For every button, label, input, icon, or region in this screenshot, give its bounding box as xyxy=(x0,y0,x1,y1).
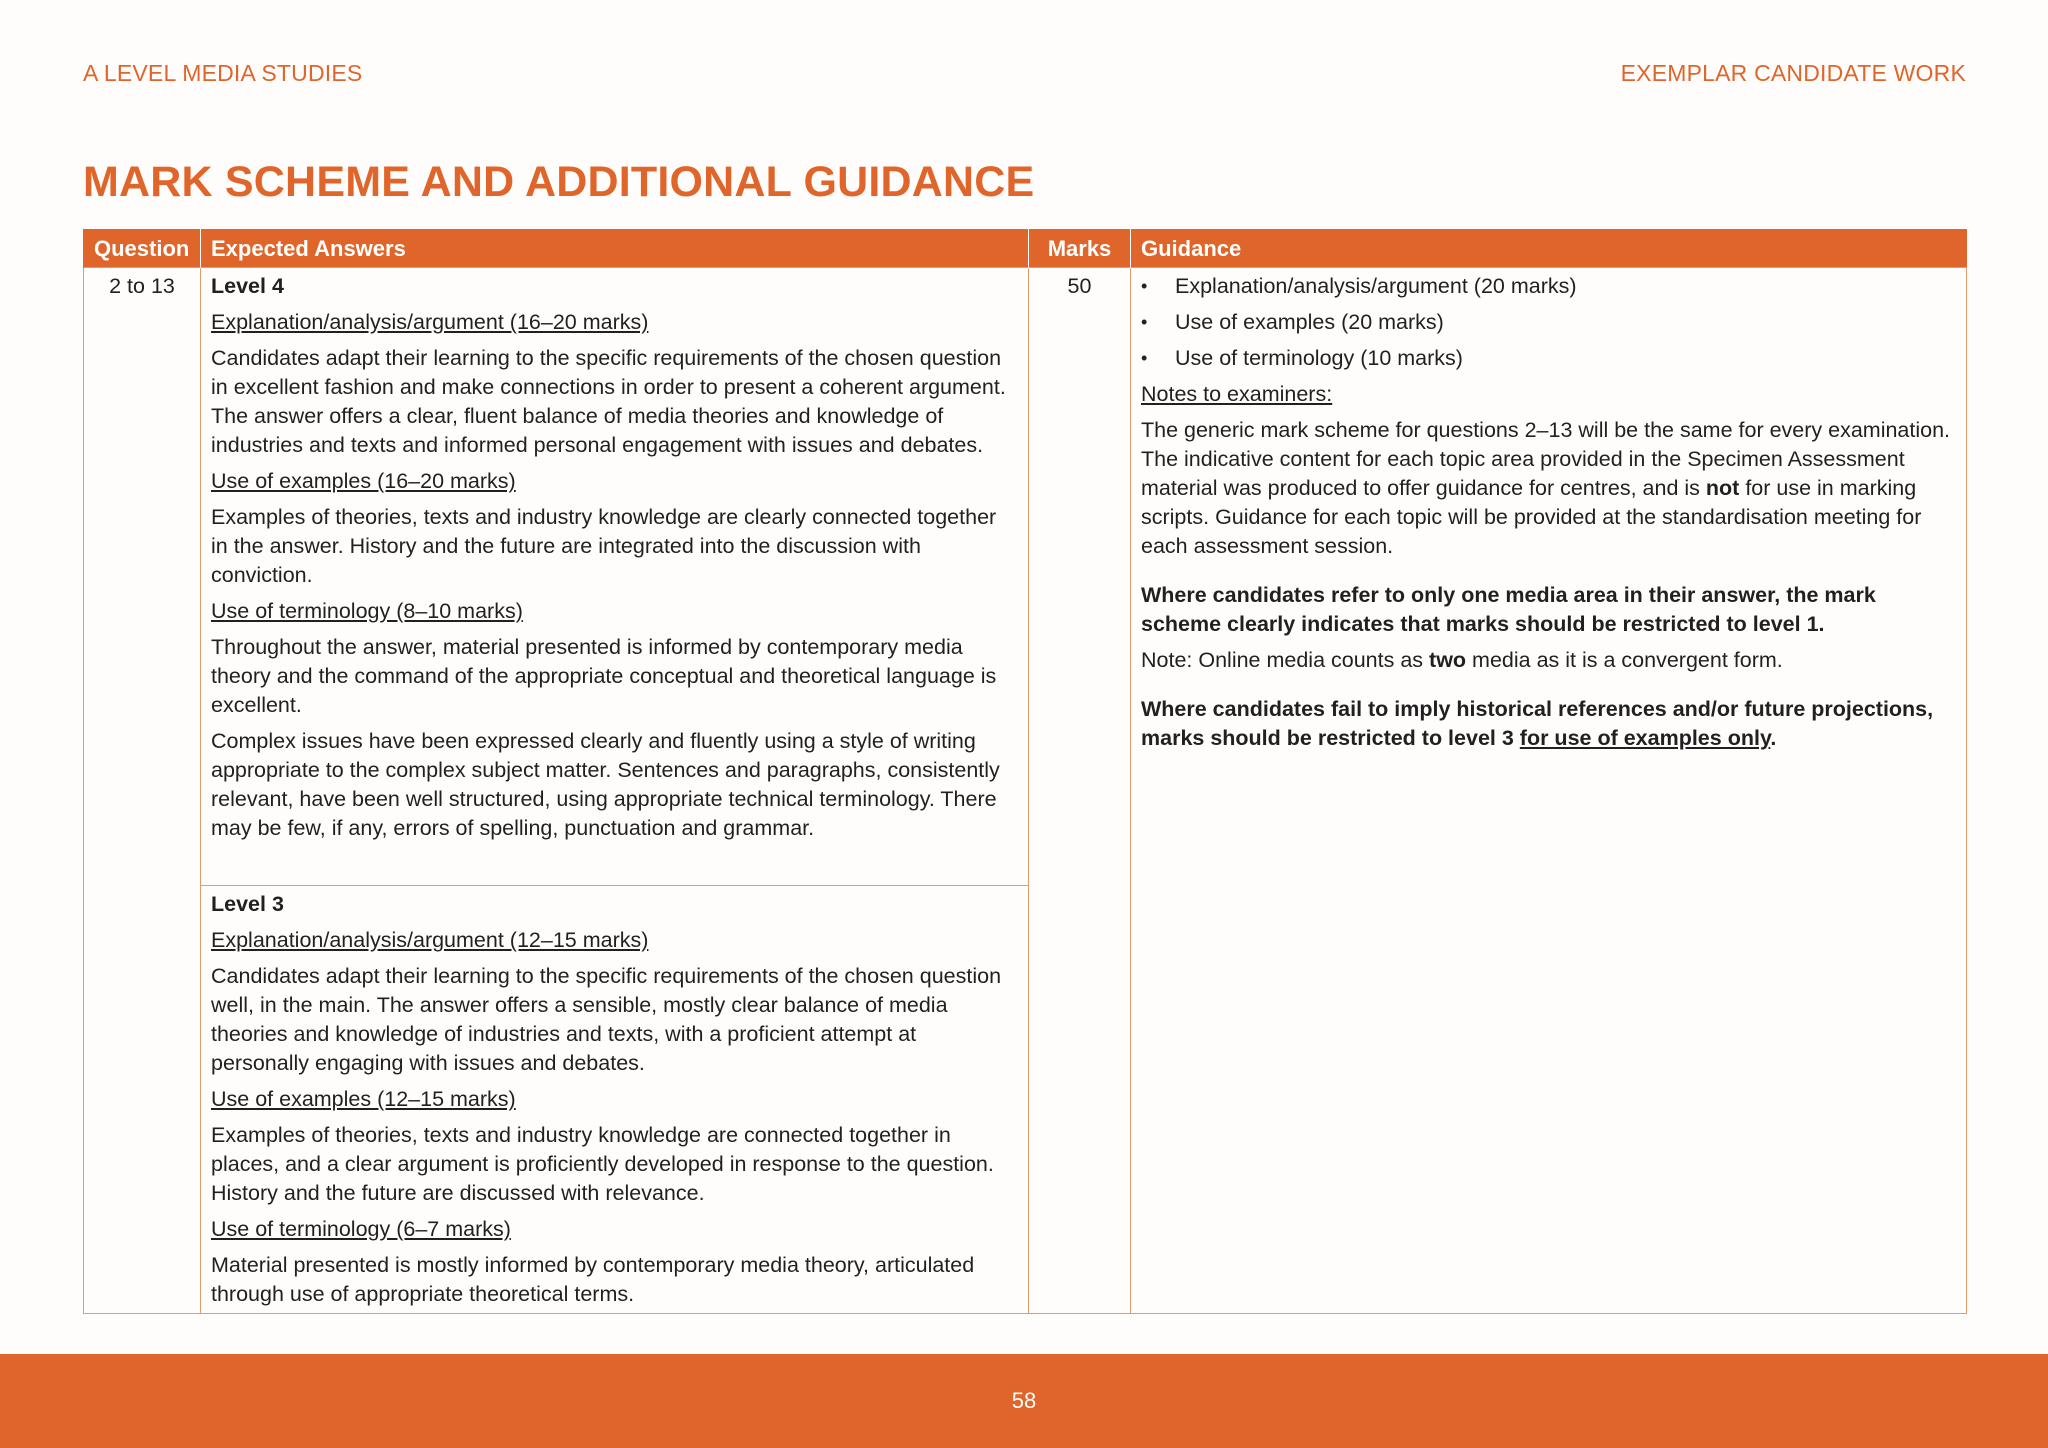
column-header-expected-answers: Expected Answers xyxy=(201,229,1029,268)
column-header-marks: Marks xyxy=(1029,229,1131,268)
level-3-explanation-text: Candidates adapt their learning to the specific requirements of the chosen question well, in the main. The answer offers a sensible, mostly clear balance of media theories and knowledge of industries and texts, with a proficient attempt at personally engaging with issues and debates. xyxy=(211,964,1002,1075)
guidance-bullet-item: • Use of terminology (10 marks) xyxy=(1141,344,1956,373)
table-header-row xyxy=(84,229,1967,268)
historical-references-restriction-note: Where candidates fail to imply historical references and/or future projections, marks should be restricted to level 3 for use of examples only. xyxy=(1141,697,1934,750)
level-4-terminology-heading: Use of terminology (8–10 marks) xyxy=(211,599,523,623)
level-4-examples-heading: Use of examples (16–20 marks) xyxy=(211,469,516,493)
marks-cell: 50 xyxy=(1029,268,1131,1314)
column-header-guidance: Guidance xyxy=(1131,229,1967,268)
level-3-terminology-heading: Use of terminology (6–7 marks) xyxy=(211,1217,511,1241)
level-4-terminology-text: Throughout the answer, material presented is informed by contemporary media theory and the command of the appropriate conceptual and theoretical language is excellent. xyxy=(211,635,997,717)
level-4-writing-quality-text: Complex issues have been expressed clearly and fluently using a style of writing appropriate to the complex subject matter. Sentences and paragraphs, consistently relevant, have been well structured, using appropriate technical terminology. There may be few, if any, errors of spelling, punctuation and grammar. xyxy=(211,729,1000,840)
running-header-section: EXEMPLAR CANDIDATE WORK xyxy=(1620,60,1966,86)
level-4-title: Level 4 xyxy=(211,274,284,298)
notes-to-examiners-text: The generic mark scheme for questions 2–13 will be the same for every examination. The indicative content for each topic area provided in the Specimen Assessment material was produced to offer guidance for centres, and is not for use in marking scripts. Guidance for each topic will be provided at the standardisation meeting for each assessment session. xyxy=(1141,418,1951,558)
level-3-examples-heading: Use of examples (12–15 marks) xyxy=(211,1087,516,1111)
level-3-title: Level 3 xyxy=(211,892,284,916)
level-4-explanation-text: Candidates adapt their learning to the specific requirements of the chosen question in excellent fashion and make connections in order to present a coherent argument. The answer offers a clear, fluent balance of media theories and knowledge of industries and texts and informed personal engagement with issues and debates. xyxy=(211,346,1006,457)
single-media-restriction-note: Where candidates refer to only one media area in their answer, the mark scheme clearly indicates that marks should be restricted to level 1. xyxy=(1141,583,1876,636)
level-4-cell xyxy=(201,268,1029,886)
column-header-question: Question xyxy=(84,229,201,268)
question-range-cell: 2 to 13 xyxy=(84,268,201,1314)
level-4-explanation-heading: Explanation/analysis/argument (16–20 marks) xyxy=(211,310,649,334)
guidance-bullet-list xyxy=(1141,272,1956,373)
guidance-bullet-item: • Use of examples (20 marks) xyxy=(1141,308,1956,337)
guidance-cell xyxy=(1131,268,1967,1314)
level-3-examples-text: Examples of theories, texts and industry knowledge are connected together in places, and a clear argument is proficiently developed in response to the question. History and the future are discussed with relevance. xyxy=(211,1123,994,1205)
level-4-examples-text: Examples of theories, texts and industry knowledge are clearly connected together in the answer. History and the future are integrated into the discussion with conviction. xyxy=(211,505,997,587)
level-3-terminology-text: Material presented is mostly informed by contemporary media theory, articulated through use of appropriate theoretical terms. xyxy=(211,1253,975,1306)
mark-scheme-table xyxy=(83,229,1967,1314)
table-row xyxy=(84,268,1967,886)
online-media-note: Note: Online media counts as two media as it is a convergent form. xyxy=(1141,648,1783,672)
page-number: 58 xyxy=(1011,1388,1037,1413)
running-header-subject: A LEVEL MEDIA STUDIES xyxy=(83,60,363,86)
level-3-explanation-heading: Explanation/analysis/argument (12–15 marks) xyxy=(211,928,649,952)
page-title: MARK SCHEME AND ADDITIONAL GUIDANCE xyxy=(83,158,1035,206)
guidance-bullet-item: • Explanation/analysis/argument (20 marks) xyxy=(1141,272,1956,301)
notes-to-examiners-heading: Notes to examiners: xyxy=(1141,382,1333,406)
level-3-cell xyxy=(201,886,1029,1314)
